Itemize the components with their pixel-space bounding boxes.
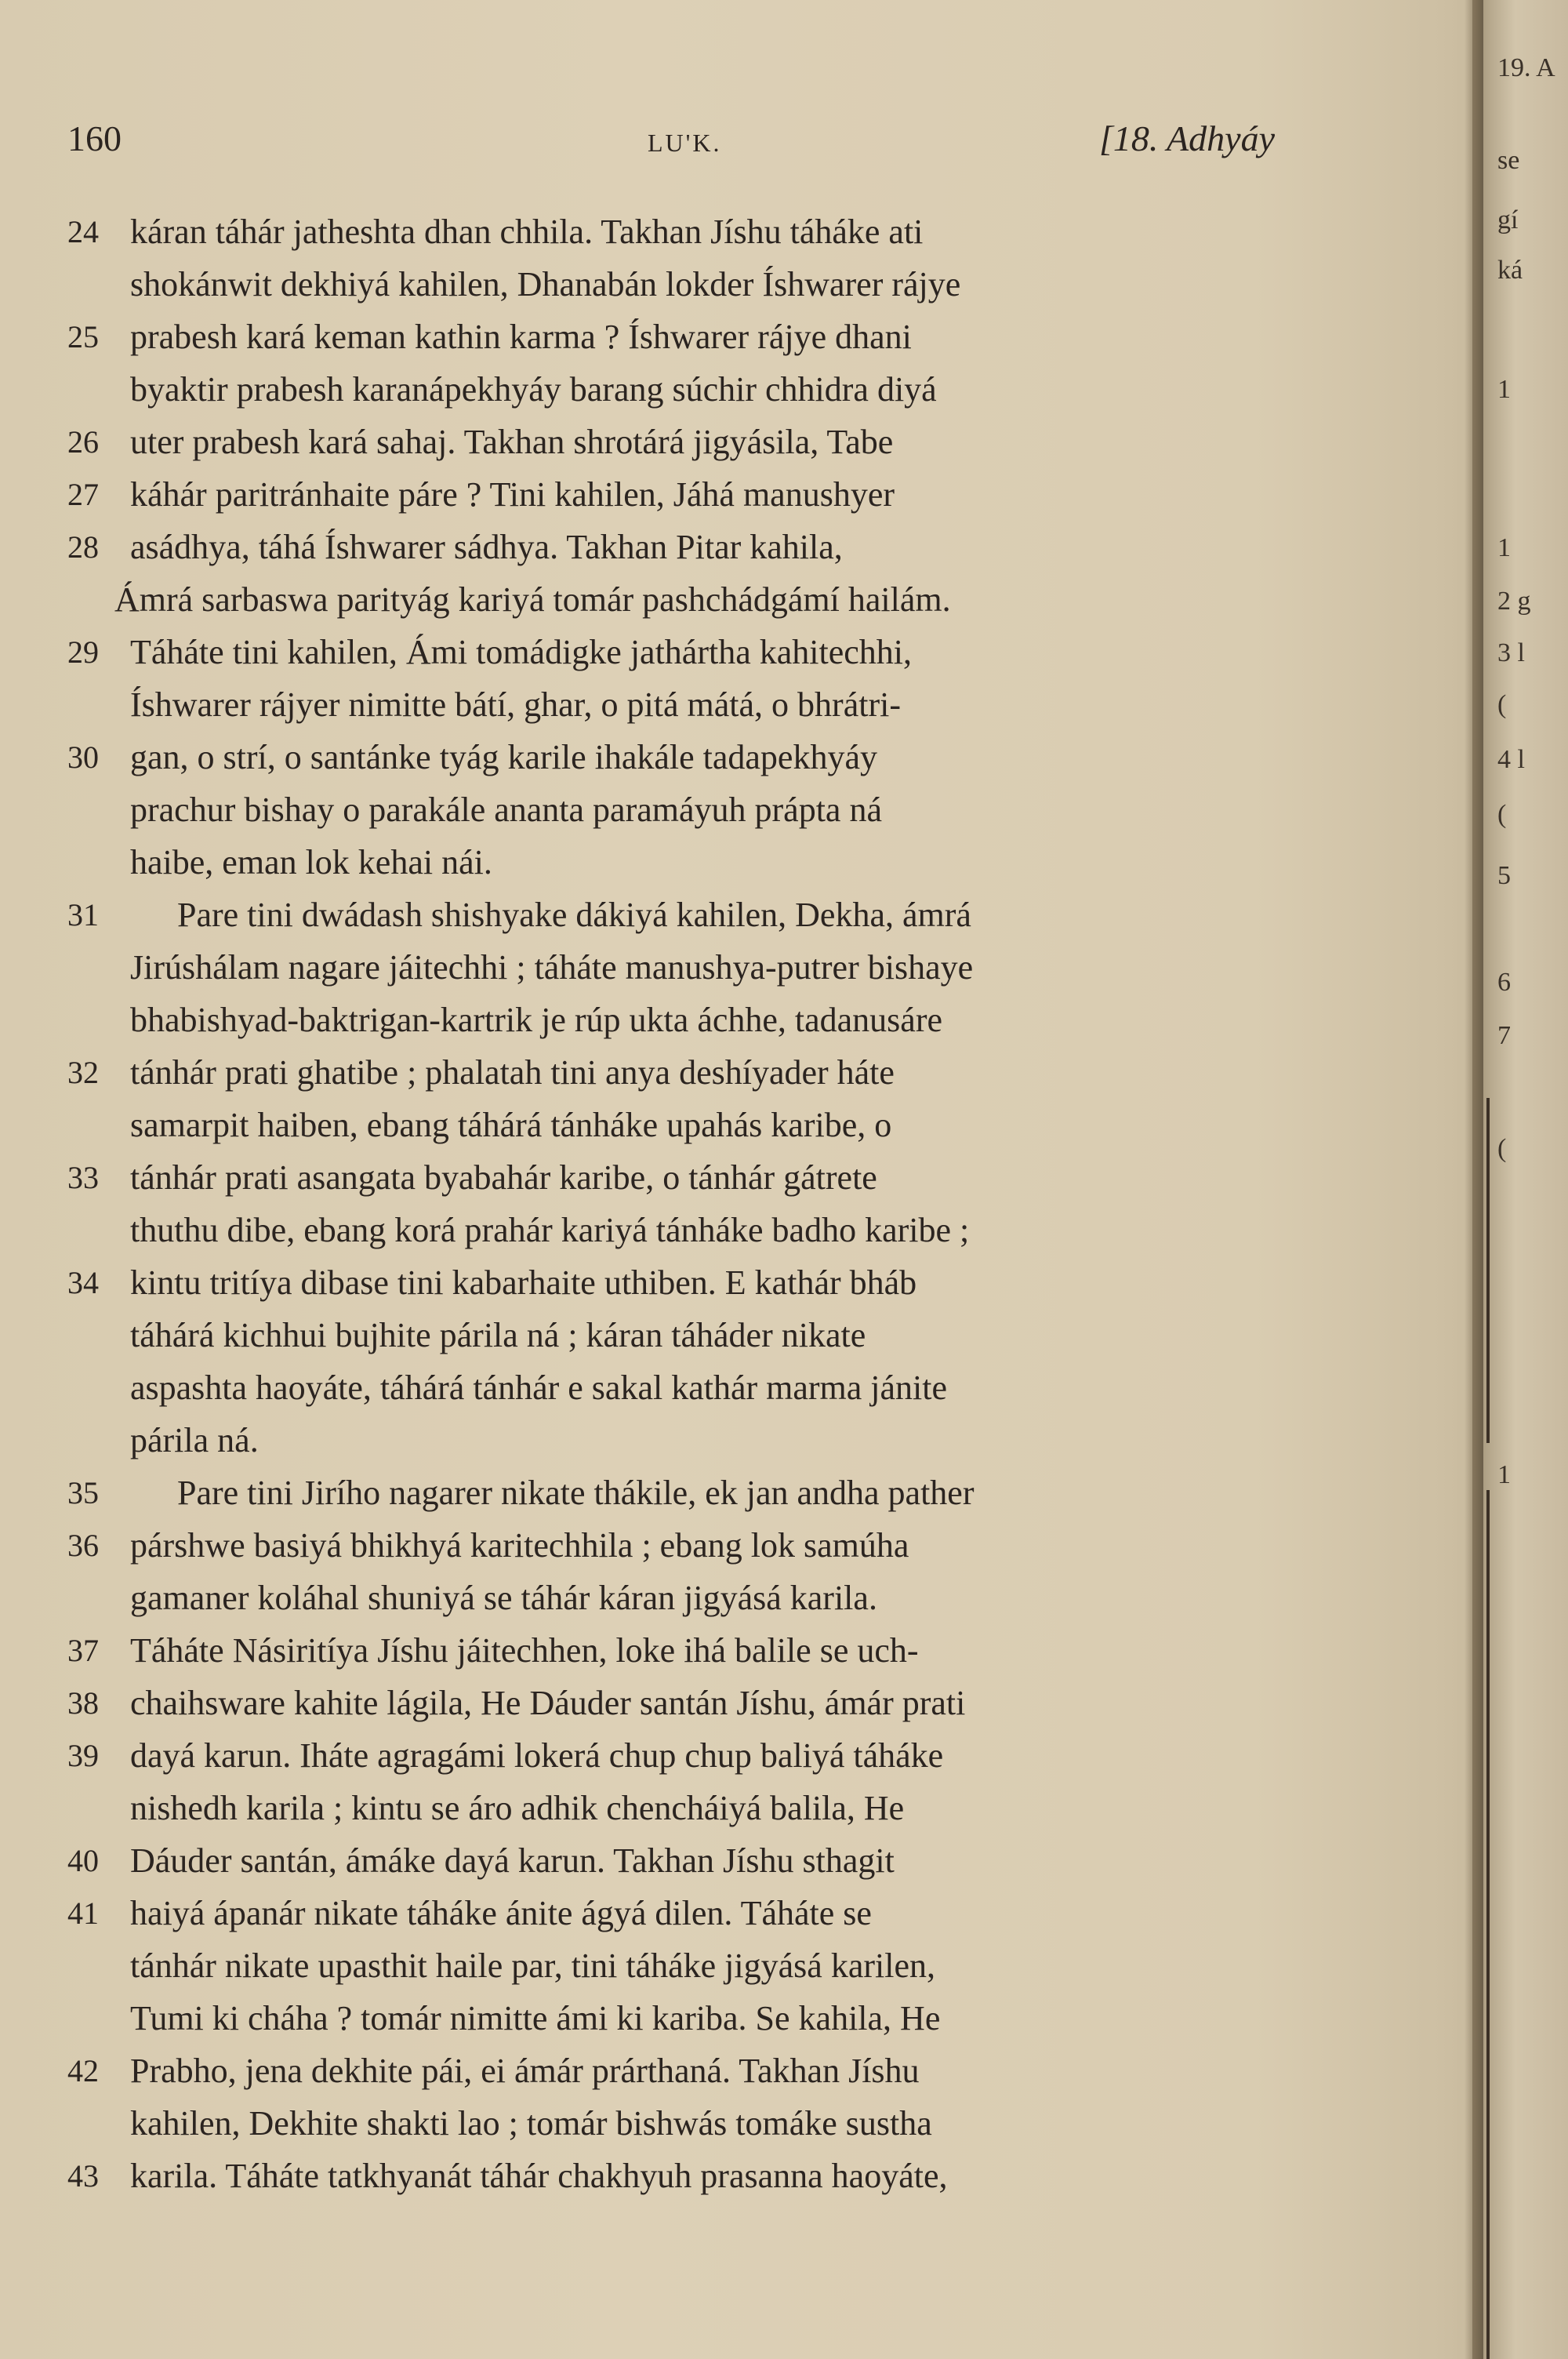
text-line <box>67 311 1275 363</box>
facing-page-fragment: ( <box>1497 690 1507 719</box>
verse-number: 28 <box>67 529 99 565</box>
margin-rule-lower <box>1486 1490 1490 2359</box>
line-text: gan, o strí, o santánke tyág karile ihakále tadapekhyáy <box>130 738 877 776</box>
verse-number: 35 <box>67 1475 99 1510</box>
text-line <box>67 1992 1275 2045</box>
line-text: kahilen, Dekhite shakti lao ; tomár bishwás tomáke sustha <box>130 2104 932 2143</box>
line-text: táhárá kichhui bujhite párila ná ; káran táháder nikate <box>130 1316 866 1354</box>
text-line <box>67 836 1275 889</box>
line-text: Íshwarer rájyer nimitte bátí, ghar, o pitá mátá, o bhrátri- <box>130 685 901 724</box>
verse-number: 39 <box>67 1738 99 1773</box>
text-line <box>67 1414 1275 1467</box>
line-text: kintu tritíya dibase tini kabarhaite uthiben. E kathár bháb <box>130 1263 917 1302</box>
verse-number: 36 <box>67 1528 99 1563</box>
text-line <box>67 783 1275 836</box>
facing-page-fragment: 2 g <box>1497 587 1531 616</box>
text-line <box>67 941 1275 994</box>
facing-page-fragment: se <box>1497 146 1520 175</box>
line-text: haibe, eman lok kehai nái. <box>130 843 492 881</box>
facing-page-fragment: 1 <box>1497 1460 1511 1489</box>
text-line <box>67 1572 1275 1624</box>
page-number: 160 <box>67 118 122 158</box>
line-text: karila. Táháte tatkhyanát táhár chakhyuh prasanna haoyáte, <box>130 2157 948 2195</box>
text-line <box>67 1467 1275 1519</box>
facing-page-fragment: 1 <box>1497 533 1511 562</box>
text-line <box>67 416 1275 468</box>
text-line <box>67 1519 1275 1572</box>
line-text: asádhya, táhá Íshwarer sádhya. Takhan Pitar kahila, <box>130 528 843 566</box>
line-text: haiyá ápanár nikate táháke ánite ágyá dilen. Táháte se <box>130 1894 872 1932</box>
line-text: thuthu dibe, ebang korá prahár kariyá tánháke badho karibe ; <box>130 1211 970 1249</box>
facing-page-fragment: ( <box>1497 1134 1507 1163</box>
line-text: Pare tini Jirího nagarer nikate thákile, ek jan andha pather <box>177 1474 975 1512</box>
verse-number: 31 <box>67 897 99 932</box>
text-line <box>67 626 1275 678</box>
line-text: Ámrá sarbaswa parityág kariyá tomár pashchádgámí hailám. <box>114 580 951 619</box>
text-line <box>67 2150 1275 2202</box>
facing-page-fragment: 1 <box>1497 375 1511 404</box>
line-text: shokánwit dekhiyá kahilen, Dhanabán lokder Íshwarer rájye <box>130 265 961 304</box>
line-text: aspashta haoyáte, táhárá tánhár e sakal kathár marma jánite <box>130 1369 948 1407</box>
line-text: Táháte tini kahilen, Ámi tomádigke jathártha kahitechhi, <box>130 633 913 671</box>
line-text: káhár paritránhaite páre ? Tini kahilen, Jáhá manushyer <box>130 475 895 514</box>
text-line <box>67 2045 1275 2097</box>
verse-number: 33 <box>67 1160 99 1195</box>
verse-number: 24 <box>67 214 99 249</box>
text-line <box>67 468 1275 521</box>
text-line <box>67 521 1275 573</box>
text-line <box>67 205 1275 258</box>
facing-page-fragment: ká <box>1497 256 1523 285</box>
line-text: Pare tini dwádash shishyake dákiyá kahilen, Dekha, ámrá <box>177 896 971 934</box>
verse-number: 40 <box>67 1843 99 1878</box>
facing-page-fragment: 4 l <box>1497 745 1525 774</box>
text-line <box>67 889 1275 941</box>
text-line <box>67 678 1275 731</box>
text-line <box>67 1309 1275 1361</box>
line-text: Dáuder santán, ámáke dayá karun. Takhan Jíshu sthagit <box>130 1841 895 1880</box>
line-text: káran táhár jatheshta dhan chhila. Takhan Jíshu táháke ati <box>130 213 924 251</box>
line-text: Táháte Násiritíya Jíshu jáitechhen, loke ihá balile se uch- <box>130 1631 919 1670</box>
running-head <box>67 118 1275 173</box>
facing-page-edge <box>1497 0 1568 2359</box>
text-line <box>67 1204 1275 1256</box>
facing-page-fragment: 7 <box>1497 1021 1511 1050</box>
line-text: tánhár nikate upasthit haile par, tini táháke jigyásá karilen, <box>130 1946 935 1985</box>
line-text: tánhár prati asangata byabahár karibe, o tánhár gátrete <box>130 1158 877 1197</box>
line-text: uter prabesh kará sahaj. Takhan shrotárá jigyásila, Tabe <box>130 423 894 461</box>
facing-page-fragment: 19. A <box>1497 53 1555 82</box>
line-text: samarpit haiben, ebang táhárá tánháke upahás karibe, o <box>130 1106 892 1144</box>
verse-number: 29 <box>67 634 99 670</box>
verse-number: 25 <box>67 319 99 354</box>
scripture-text <box>67 205 1275 2202</box>
text-line <box>67 1939 1275 1992</box>
line-text: bhabishyad-baktrigan-kartrik je rúp ukta áchhe, tadanusáre <box>130 1001 943 1039</box>
facing-page-fragment: ( <box>1497 800 1507 829</box>
margin-rule <box>1486 1098 1490 1443</box>
verse-number: 34 <box>67 1265 99 1300</box>
verse-number: 41 <box>67 1896 99 1931</box>
line-text: tánhár prati ghatibe ; phalatah tini anya deshíyader háte <box>130 1053 895 1092</box>
verse-number: 43 <box>67 2158 99 2194</box>
chapter-reference: [18. Adhyáy <box>1098 118 1275 158</box>
facing-page-fragment: 5 <box>1497 861 1511 890</box>
text-line <box>67 1729 1275 1782</box>
line-text: párshwe basiyá bhikhyá karitechhila ; ebang lok samúha <box>130 1526 909 1565</box>
text-line <box>67 2097 1275 2150</box>
verse-number: 37 <box>67 1633 99 1668</box>
gutter-shadow <box>1465 0 1483 2359</box>
line-text: prachur bishay o parakále ananta paramáyuh prápta ná <box>130 791 882 829</box>
line-text: gamaner koláhal shuniyá se táhár káran jigyásá karila. <box>130 1579 877 1617</box>
verse-number: 26 <box>67 424 99 460</box>
line-text: chaihsware kahite lágila, He Dáuder santán Jíshu, ámár prati <box>130 1684 966 1722</box>
verse-number: 32 <box>67 1055 99 1090</box>
facing-page-fragment: 3 l <box>1497 638 1525 667</box>
text-line <box>67 258 1275 311</box>
verse-number: 42 <box>67 2053 99 2088</box>
text-line <box>67 1782 1275 1834</box>
text-line <box>67 1151 1275 1204</box>
line-text: prabesh kará keman kathin karma ? Íshwarer rájye dhani <box>130 318 912 356</box>
line-text: Jirúshálam nagare jáitechhi ; táháte manushya-putrer bishaye <box>130 948 974 987</box>
verse-number: 38 <box>67 1685 99 1721</box>
line-text: byaktir prabesh karanápekhyáy barang súchir chhidra diyá <box>130 370 937 409</box>
text-line <box>67 573 1275 626</box>
text-line <box>67 1046 1275 1099</box>
line-text: Tumi ki cháha ? tomár nimitte ámi ki kariba. Se kahila, He <box>130 1999 941 2037</box>
text-line <box>67 363 1275 416</box>
text-line <box>67 1361 1275 1414</box>
line-text: párila ná. <box>130 1421 259 1459</box>
facing-page-fragment: 6 <box>1497 968 1511 997</box>
text-line <box>67 1677 1275 1729</box>
text-line <box>67 994 1275 1046</box>
text-line <box>67 1624 1275 1677</box>
line-text: nishedh karila ; kintu se áro adhik chencháiyá balila, He <box>130 1789 905 1827</box>
text-line <box>67 731 1275 783</box>
verse-number: 30 <box>67 740 99 775</box>
line-text: dayá karun. Iháte agragámi lokerá chup chup baliyá táháke <box>130 1736 944 1775</box>
text-line <box>67 1099 1275 1151</box>
text-line <box>67 1256 1275 1309</box>
verse-number: 27 <box>67 477 99 512</box>
book-title: LU'K. <box>648 129 722 157</box>
facing-page-fragment: gí <box>1497 205 1519 234</box>
text-line <box>67 1834 1275 1887</box>
text-line <box>67 1887 1275 1939</box>
line-text: Prabho, jena dekhite pái, ei ámár prárthaná. Takhan Jíshu <box>130 2052 920 2090</box>
